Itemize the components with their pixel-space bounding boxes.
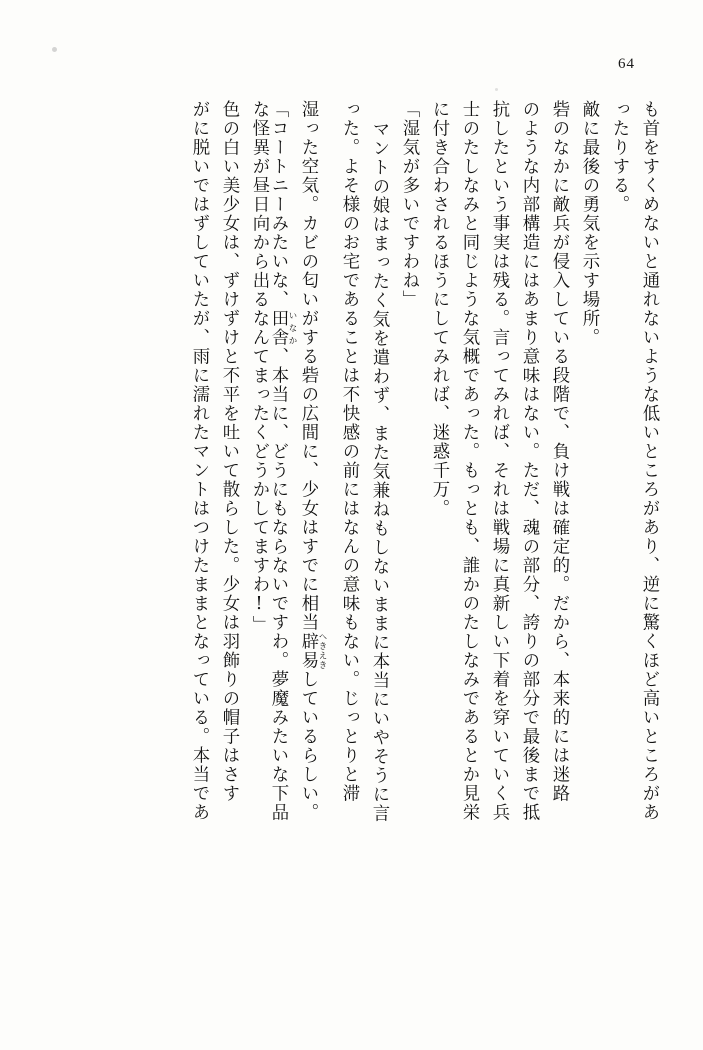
text-line: った。よそ様のお宅であることは不快感の前にはなんの意味もない。じっとりと滞 xyxy=(339,100,359,803)
page-smudge-mark xyxy=(495,88,498,91)
ruby-annotation: 辟易 へきえき xyxy=(298,632,327,670)
text-line: マントの娘はまったく気を遣わず、また気兼ねもしないままに本当にいやそうに言 xyxy=(369,120,389,823)
page-smudge-mark xyxy=(52,47,57,52)
text-line: 色の白い美少女は、ずけずけと不平を吐いて散らした。少女は羽飾りの帽子はさす xyxy=(219,100,239,803)
vertical-text-body xyxy=(56,100,657,1004)
page-number: 64 xyxy=(618,56,635,72)
text-line: に付き合わされるほうにしてみれば、迷惑千万。 xyxy=(429,100,449,518)
text-line: 抗したという事実は残る。言ってみれば、それは戦場に真新しい下着を穿いていく兵 xyxy=(489,100,509,822)
text-line: 敵に最後の勇気を示す場所。 xyxy=(579,100,599,347)
text-line: 砦のなかに敵兵が侵入している段階で、負け戦は確定的。だから、本来的には迷路 xyxy=(549,100,569,803)
text-line: 士のたしなみと同じような気概であった。もっとも、誰かのたしなみであるとか見栄 xyxy=(459,100,479,822)
text-line: がに脱いではずしていたが、雨に濡れたマントはつけたままとなっている。本当であ xyxy=(189,100,209,822)
text-line: 湿った空気。カビの匂いがする砦の広間に、少女はすでに相当辟易 へきえきしているらしい。 xyxy=(298,100,327,822)
text-line: ったりする。 xyxy=(609,100,629,214)
ruby-annotation: 田舎 いなか xyxy=(268,309,297,347)
text-line: な怪異が昼日向から出るなんてまったくどうかしてますわ!」 xyxy=(249,100,269,635)
text-line: 「コートニーみたいな、田舎 いなか、本当に、どうにもならないですわ。夢魔みたいな下品 xyxy=(268,100,297,822)
text-line: 「湿気が多いですわね」 xyxy=(399,100,419,309)
text-line: も首をすくめないと通れないような低いところがあり、逆に驚くほど高いところがあ xyxy=(639,100,659,822)
text-line: のような内部構造にはあまり意味はない。ただ、魂の部分、誇りの部分で最後まで抵 xyxy=(519,100,539,822)
